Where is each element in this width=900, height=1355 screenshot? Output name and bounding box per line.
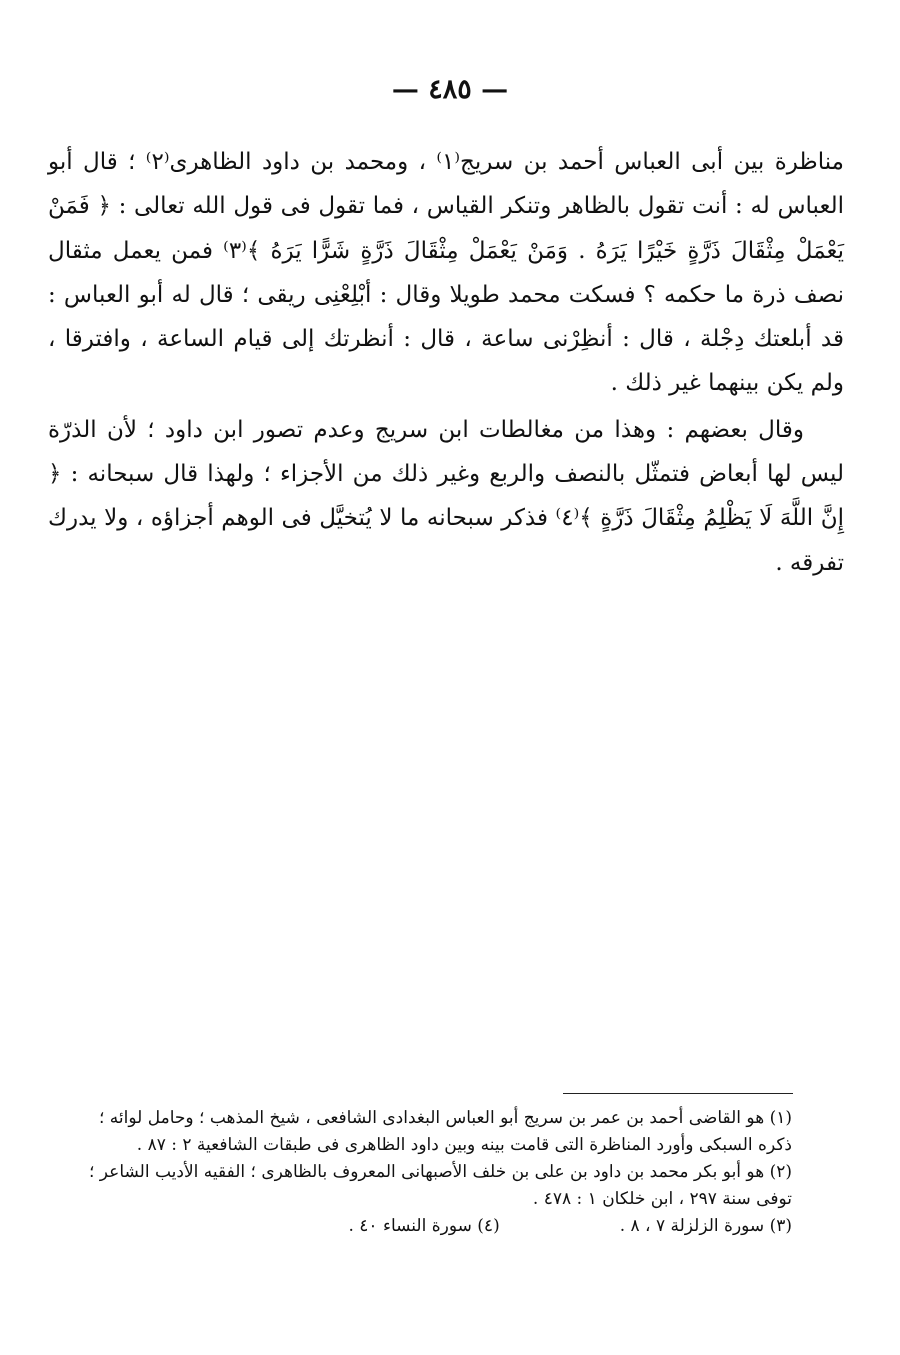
footnote-1-line-1: (١) هو القاضى أحمد بن عمر بن سريج أبو العباس البغدادى الشافعى ، شيخ المذهب ؛ وحامل لوائه ؛ (99, 1108, 792, 1128)
main-text (48, 140, 844, 585)
footnote-divider (563, 1093, 793, 1094)
footnote-2-line-2: توفى سنة ٢٩٧ ، ابن خلكان ١ : ٤٧٨ . (532, 1189, 792, 1209)
paragraph: وقال بعضهم : وهذا من مغالطات ابن سريج وعدم تصور ابن داود ؛ لأن الذرّة ليس لها أبعاض فتمثّل بالنصف والربع وغير ذلك من الأجزاء ؛ ولهذا قال سبحانه : ﴿ إِنَّ اللَّهَ لَا يَظْلِمُ مِثْقَالَ ذَرَّةٍ ﴾⁽٤⁾ فذكر سبحانه ما لا يُتخيَّل فى الوهم أجزاؤه ، ولا يدرك تفرقه . (48, 416, 845, 576)
footnote-2-line-1: (٢) هو أبو بكر محمد بن داود بن على بن خلف الأصبهانى المعروف بالظاهرى ؛ الفقيه الأديب الشاعر ؛ (88, 1162, 792, 1182)
page-number: — ٤٨٥ — (391, 74, 509, 105)
footnote-1-line-2: ذكره السبكى وأورد المناظرة التى قامت بينه وبين داود الظاهرى فى طبقات الشافعية ٢ : ٨٧ . (136, 1135, 792, 1155)
footnotes (62, 1105, 792, 1240)
paragraph: مناظرة بين أبى العباس أحمد بن سريج⁽١⁾ ، ومحمد بن داود الظاهرى⁽٢⁾ ؛ قال أبو العباس له : أنت تقول بالظاهر وتنكر القياس ، فما تقول فى قول الله تعالى : ﴿ فَمَنْ يَعْمَلْ مِثْقَالَ ذَرَّةٍ خَيْرًا يَرَهُ . وَمَنْ يَعْمَلْ مِثْقَالَ ذَرَّةٍ شَرًّا يَرَهُ ﴾⁽٣⁾ فمن يعمل مثقال نصف ذرة ما حكمه ؟ فسكت محمد طويلا وقال : أبْلِعْنِى ريقى ؛ قال له أبو العباس : قد أبلعتك دِجْلة ، قال : أنظِرْنى ساعة ، قال : أنظرتك إلى قيام الساعة ، وافترقا ، ولم يكن بينهما غير ذلك . (48, 149, 845, 397)
footnote-3: (٣) سورة الزلزلة ٧ ، ٨ . (619, 1216, 792, 1236)
footnote-row (62, 1213, 792, 1240)
footnote-4: (٤) سورة النساء ٤٠ . (348, 1216, 500, 1236)
